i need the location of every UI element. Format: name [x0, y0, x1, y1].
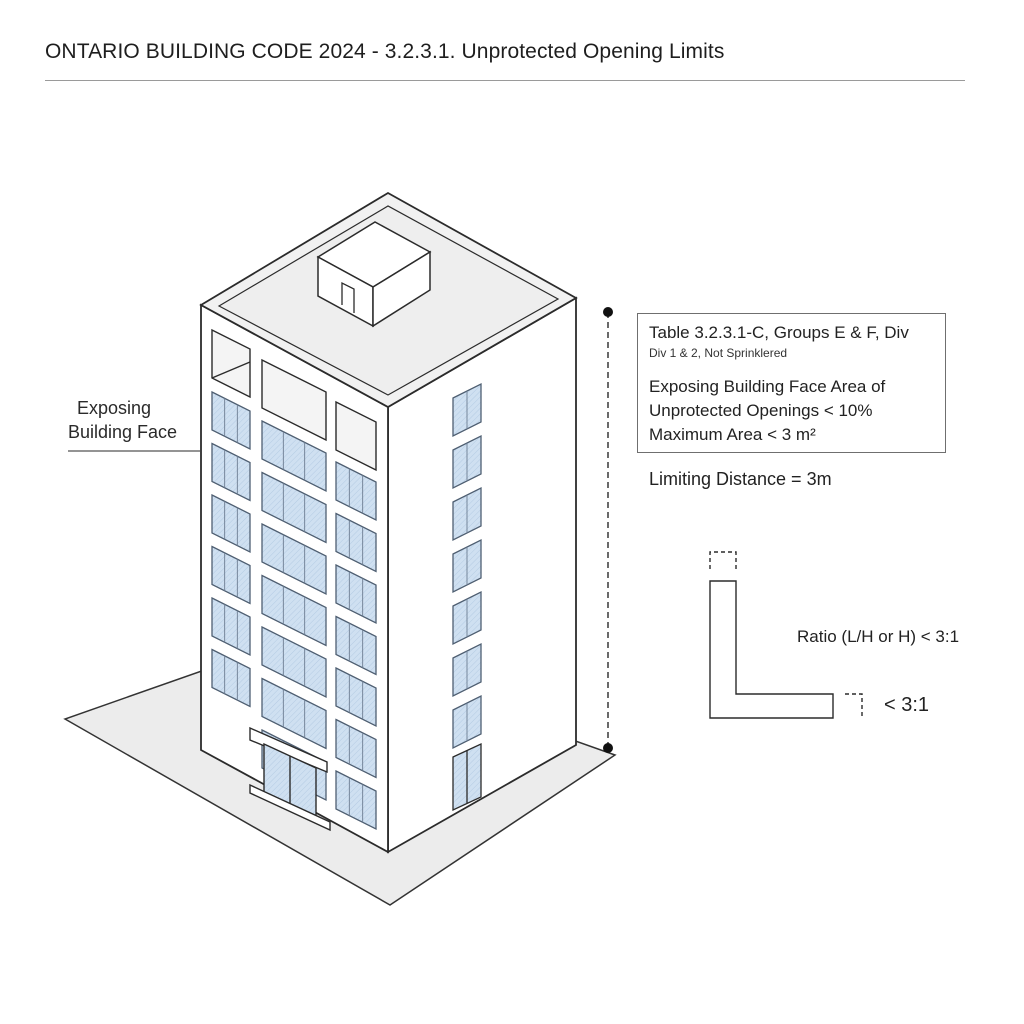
code-info-box — [637, 313, 946, 453]
exposing-face-callout — [68, 396, 177, 444]
diagram-title: ONTARIO BUILDING CODE 2024 - 3.2.3.1. Unprotected Opening Limits — [45, 40, 725, 63]
limiting-distance-label: Limiting Distance = 3m — [649, 469, 832, 489]
info-line-3: Exposing Building Face Area of — [649, 377, 886, 396]
info-line-4: Unprotected Openings < 10% — [649, 401, 873, 420]
ratio-value: < 3:1 — [884, 694, 930, 716]
ratio-label: Ratio (L/H or H) < 3:1 — [797, 627, 960, 646]
callout-line-2: Building Face — [68, 422, 178, 442]
info-line-5: Maximum Area < 3 m² — [649, 425, 816, 444]
dimension-dot-icon — [603, 743, 613, 753]
info-division: Div 1 & 2, Not Sprinklered — [649, 346, 788, 360]
info-requirements — [649, 375, 885, 447]
callout-line-1: Exposing — [77, 398, 152, 418]
info-table-ref: Table 3.2.3.1-C, Groups E & F, Div — [649, 323, 909, 342]
dimension-dot-icon — [603, 307, 613, 317]
